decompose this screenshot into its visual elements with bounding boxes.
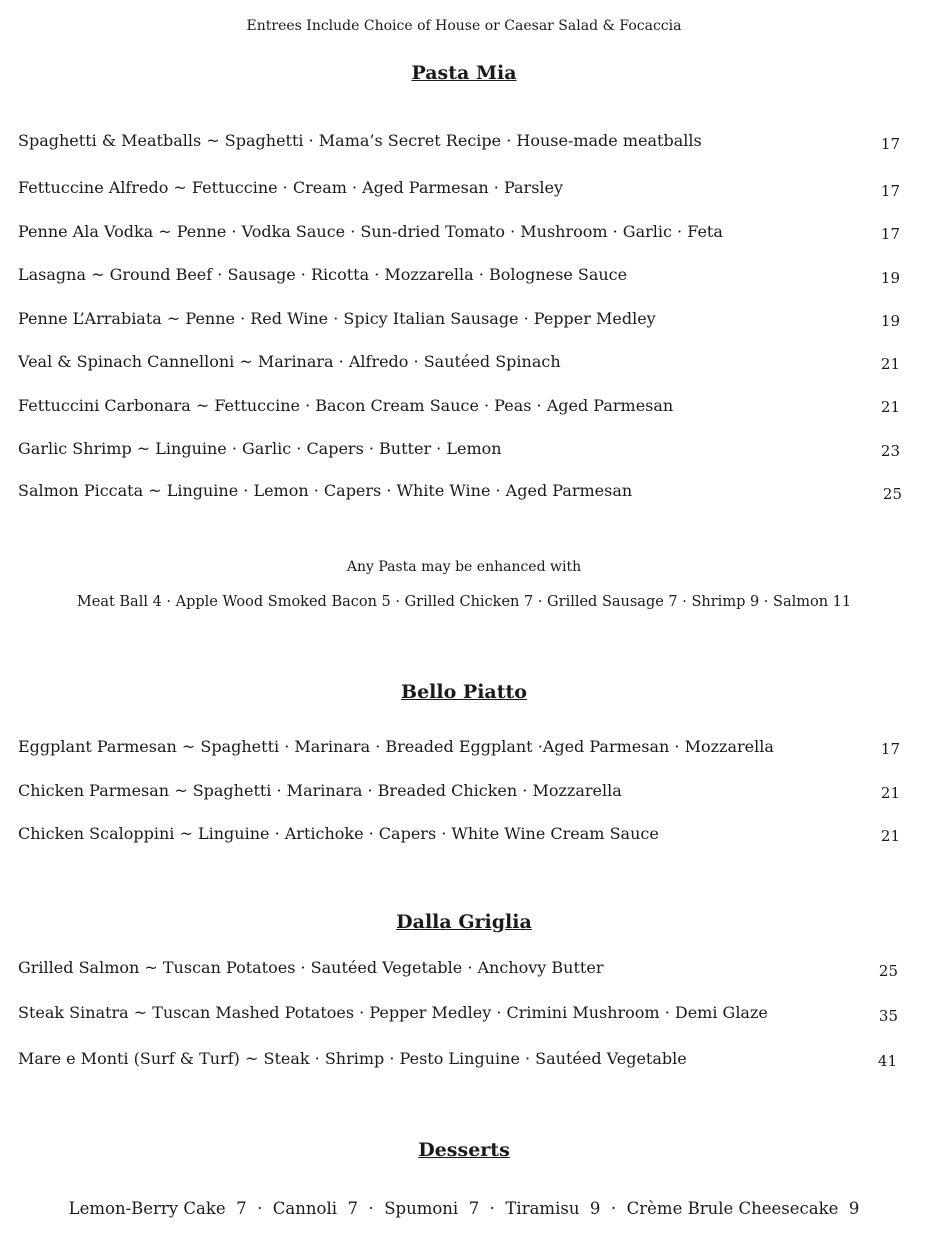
menu-item-eggplant-parmesan: Eggplant Parmesan ~ Spaghetti · Marinara · Breaded Eggplant ·Aged Parmesan · Mozzarella [18,737,774,756]
menu-item-penne-arrabiata: Penne L’Arrabiata ~ Penne · Red Wine · Spicy Italian Sausage · Pepper Medley [18,309,656,328]
menu-item-mare-e-monti: Mare e Monti (Surf & Turf) ~ Steak · Shrimp · Pesto Linguine · Sautéed Vegetable [18,1049,687,1068]
menu-item-garlic-shrimp: Garlic Shrimp ~ Linguine · Garlic · Capers · Butter · Lemon [18,439,502,458]
menu-item-price: 21 [880,355,900,373]
menu-item-price: 17 [880,135,900,153]
menu-item-price: 21 [880,398,900,416]
section-title-pasta: Pasta Mia [411,62,517,84]
menu-item-price: 19 [880,312,900,330]
menu-item-spaghetti-meatballs: Spaghetti & Meatballs ~ Spaghetti · Mama’s Secret Recipe · House-made meatballs [18,131,702,150]
desserts-list: Lemon-Berry Cake 7 · Cannoli 7 · Spumoni 7 · Tiramisu 9 · Crème Brule Cheesecake 9 [68,1199,860,1218]
menu-item-price: 19 [880,269,900,287]
menu-item-price: 23 [880,442,900,460]
menu-item-fettuccine-alfredo: Fettuccine Alfredo ~ Fettuccine · Cream · Aged Parmesan · Parsley [18,178,564,197]
menu-item-chicken-scaloppini: Chicken Scaloppini ~ Linguine · Artichoke · Capers · White Wine Cream Sauce [18,824,659,843]
menu-item-lasagna: Lasagna ~ Ground Beef · Sausage · Ricotta · Mozzarella · Bolognese Sauce [18,265,628,284]
menu-item-price: 25 [882,485,902,503]
menu-intro: Entrees Include Choice of House or Caesar Salad & Focaccia [246,18,682,34]
menu-item-salmon-piccata: Salmon Piccata ~ Linguine · Lemon · Capers · White Wine · Aged Parmesan [18,481,633,500]
enhance-list: Meat Ball 4 · Apple Wood Smoked Bacon 5 · Grilled Chicken 7 · Grilled Sausage 7 · Shrimp 9 · Salmon 11 [76,594,852,610]
menu-item-price: 17 [880,225,900,243]
menu-item-steak-sinatra: Steak Sinatra ~ Tuscan Mashed Potatoes · Pepper Medley · Crimini Mushroom · Demi Glaze [18,1003,768,1022]
menu-item-penne-vodka: Penne Ala Vodka ~ Penne · Vodka Sauce · Sun-dried Tomato · Mushroom · Garlic · Feta [18,222,723,241]
menu-item-price: 41 [877,1052,897,1070]
menu-item-price: 17 [880,182,900,200]
section-title-desserts: Desserts [418,1139,510,1161]
menu-item-veal-cannelloni: Veal & Spinach Cannelloni ~ Marinara · Alfredo · Sautéed Spinach [18,352,561,371]
menu-item-grilled-salmon: Grilled Salmon ~ Tuscan Potatoes · Sautéed Vegetable · Anchovy Butter [18,958,604,977]
section-title-bello-piatto: Bello Piatto [401,681,527,703]
menu-item-price: 25 [878,962,898,980]
menu-item-fettuccini-carbonara: Fettuccini Carbonara ~ Fettuccine · Bacon Cream Sauce · Peas · Aged Parmesan [18,396,674,415]
menu-item-price: 35 [878,1007,898,1025]
enhance-title: Any Pasta may be enhanced with [346,559,582,575]
menu-item-chicken-parmesan: Chicken Parmesan ~ Spaghetti · Marinara · Breaded Chicken · Mozzarella [18,781,622,800]
section-title-dalla-griglia: Dalla Griglia [396,911,532,933]
menu-item-price: 17 [880,740,900,758]
menu-item-price: 21 [880,827,900,845]
menu-item-price: 21 [880,784,900,802]
